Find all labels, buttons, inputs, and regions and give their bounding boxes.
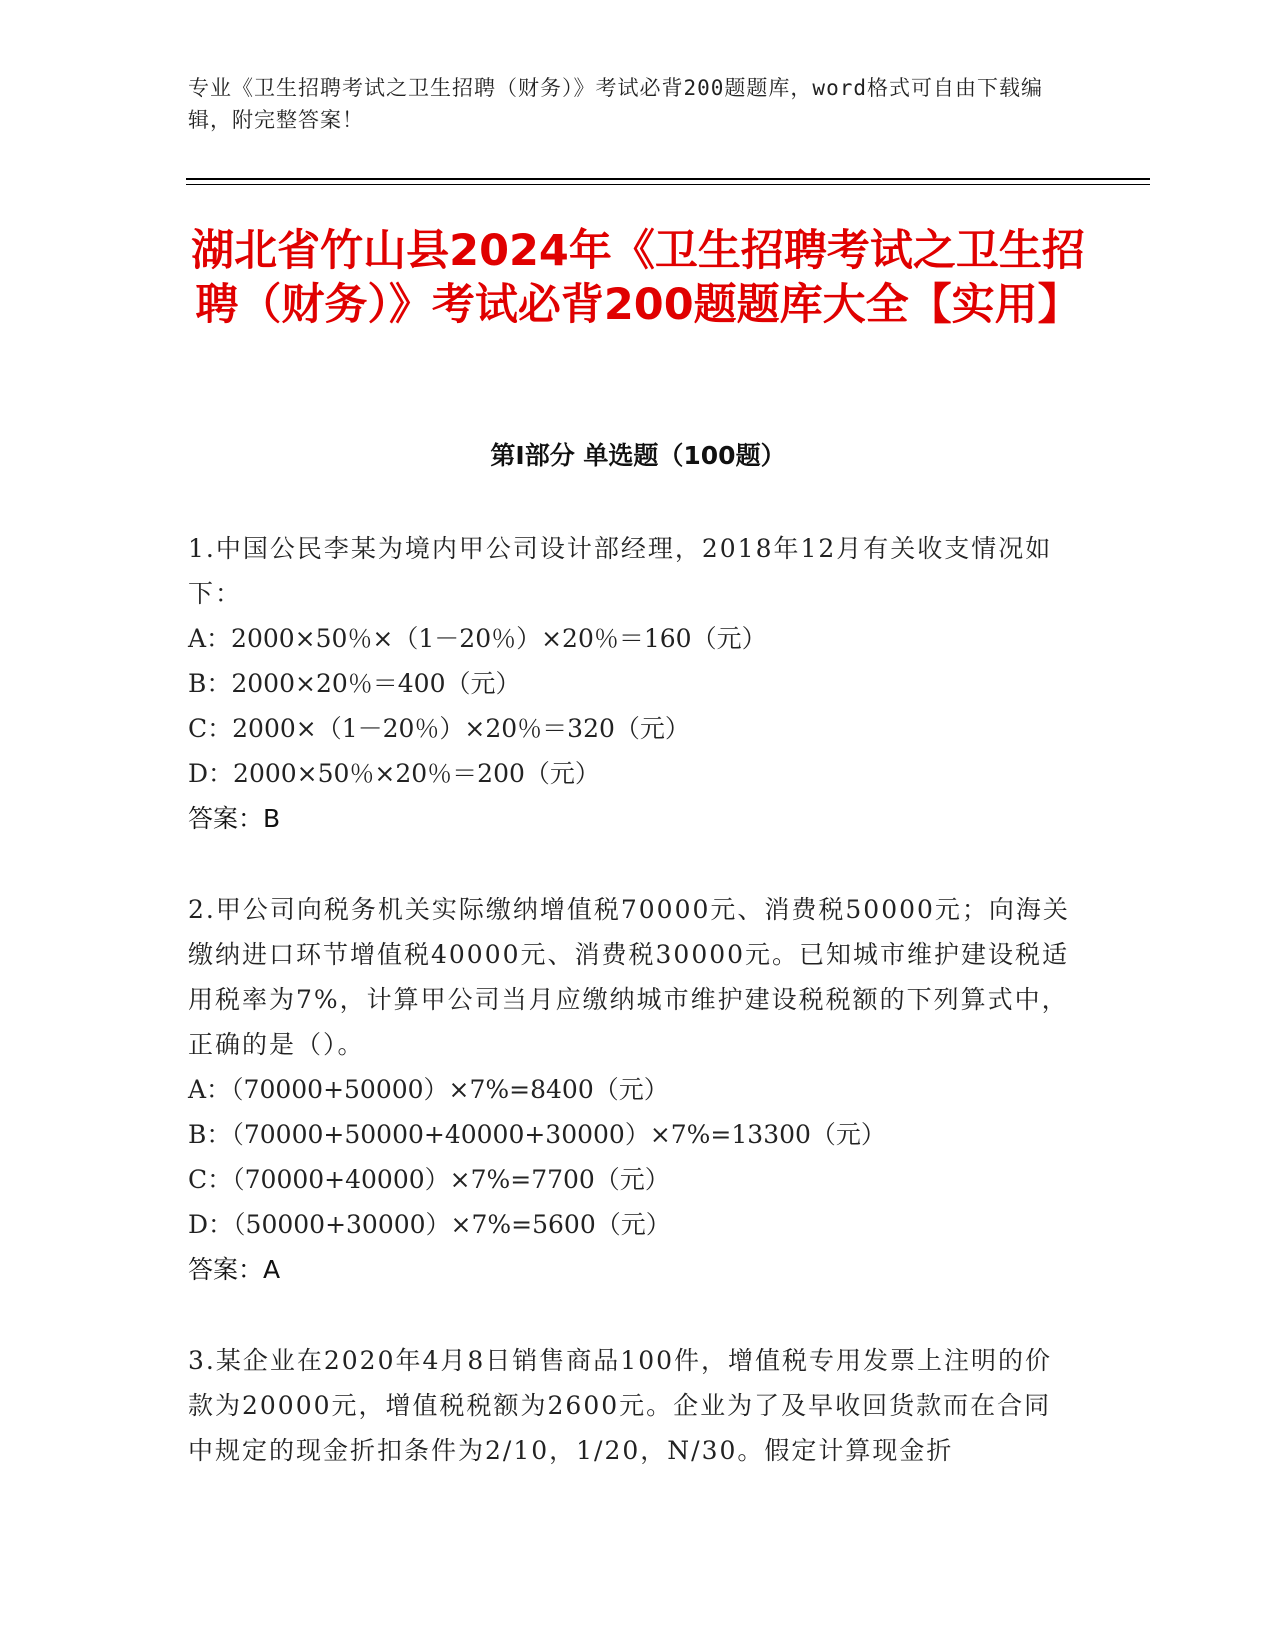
section-title: 第I部分 单选题（100题）: [490, 441, 786, 470]
option-c: C：2000×（1－20％）×20％＝320（元）: [188, 714, 690, 743]
answer: 答案：A: [188, 1255, 281, 1284]
option-b: B：2000×20％＝400（元）: [188, 669, 521, 698]
question-2: [188, 887, 1078, 1292]
option-d: D：2000×50％×20％＝200（元）: [188, 759, 600, 788]
option-d: D：（50000+30000）×7%=5600（元）: [188, 1210, 671, 1239]
header-note: 专业《卫生招聘考试之卫生招聘（财务）》考试必背200题题库，word格式可自由下载编辑，附完整答案！: [188, 76, 1043, 132]
question-3: [188, 1338, 1078, 1473]
option-a: A：2000×50％×（1－20％）×20％＝160（元）: [188, 624, 767, 653]
question-stem: 1.中国公民李某为境内甲公司设计部经理，2018年12月有关收支情况如下：: [188, 534, 1053, 608]
header-rule-thick: [186, 178, 1150, 180]
question-1: [188, 526, 1078, 841]
answer: 答案：B: [188, 804, 281, 833]
question-stem: 3.某企业在2020年4月8日销售商品100件，增值税专用发票上注明的价款为20000元，增值税税额为2600元。企业为了及早收回货款而在合同中规定的现金折扣条件为2/10，1/20，N/30。假定计算现金折: [188, 1346, 1053, 1465]
document-title: 湖北省竹山县2024年《卫生招聘考试之卫生招聘（财务）》考试必背200题题库大全【实用】: [191, 226, 1085, 330]
question-stem: 2.甲公司向税务机关实际缴纳增值税70000元、消费税50000元；向海关缴纳进口环节增值税40000元、消费税30000元。已知城市维护建设税适用税率为7%，计算甲公司当月应缴纳城市维护建设税税额的下列算式中，正确的是（）。: [188, 895, 1070, 1059]
option-a: A：（70000+50000）×7%=8400（元）: [188, 1075, 669, 1104]
option-c: C：（70000+40000）×7%=7700（元）: [188, 1165, 670, 1194]
option-b: B：（70000+50000+40000+30000）×7%=13300（元）: [188, 1120, 886, 1149]
header-rule-thin: [186, 184, 1150, 185]
